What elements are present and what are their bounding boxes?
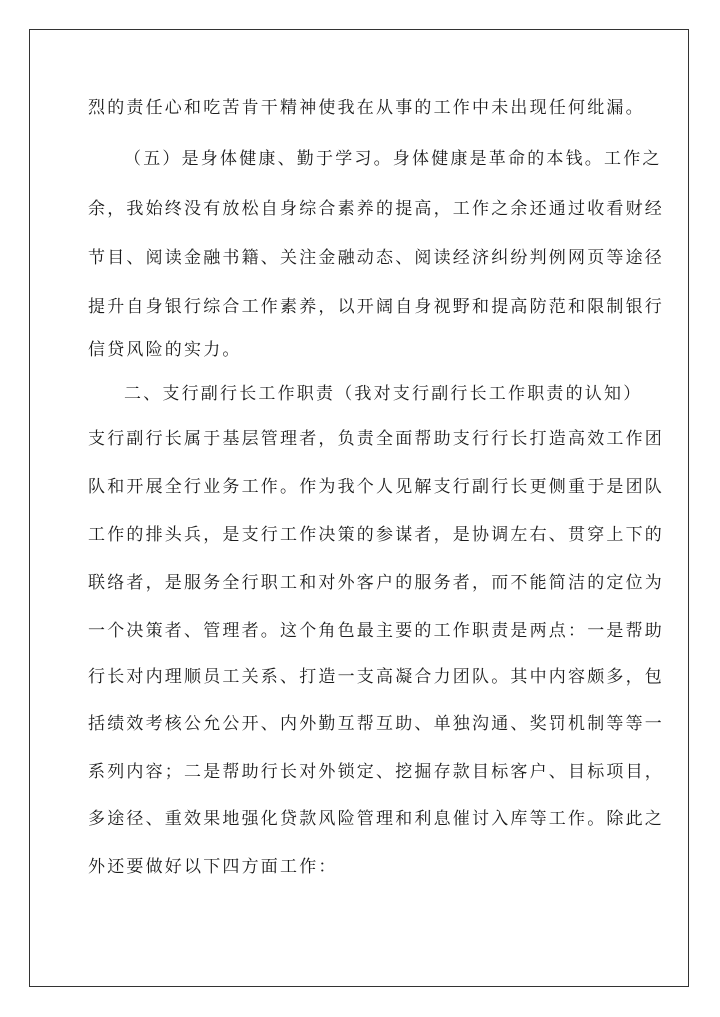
text-line: 信贷风险的实力。 xyxy=(88,340,242,360)
text-line: 提升自身银行综合工作素养，以开阔自身视野和提高防范和限制银行 xyxy=(88,297,664,317)
text-line: 括绩效考核公允公开、内外勤互帮互助、单独沟通、奖罚机制等等一 xyxy=(88,714,664,734)
text-line: 工作的排头兵，是支行工作决策的参谋者，是协调左右、贯穿上下的 xyxy=(88,525,664,545)
text-line: 多途径、重效果地强化贷款风险管理和利息催讨入库等工作。除此之 xyxy=(88,809,664,829)
text-line: 联络者，是服务全行职工和对外客户的服务者，而不能简洁的定位为 xyxy=(88,573,664,593)
text-line: 队和开展全行业务工作。作为我个人见解支行副行长更侧重于是团队 xyxy=(88,477,664,497)
text-line: 节目、阅读金融书籍、关注金融动态、阅读经济纠纷判例网页等途径 xyxy=(88,248,664,268)
text-line: 系列内容；二是帮助行长对外锁定、挖掘存款目标客户、目标项目， xyxy=(88,762,664,782)
section-heading: 二、支行副行长工作职责（我对支行副行长工作职责的认知） xyxy=(124,384,643,404)
text-line: 行长对内理顺员工关系、打造一支高凝合力团队。其中内容颇多，包 xyxy=(88,667,664,687)
text-line: 一个决策者、管理者。这个角色最主要的工作职责是两点：一是帮助 xyxy=(88,621,664,641)
text-line: 外还要做好以下四方面工作： xyxy=(88,857,338,877)
page-border xyxy=(29,29,689,987)
text-line: 烈的责任心和吃苦肯干精神使我在从事的工作中未出现任何纰漏。 xyxy=(88,98,645,118)
text-line: 余，我始终没有放松自身综合素养的提高，工作之余还通过收看财经 xyxy=(88,199,664,219)
text-line: 支行副行长属于基层管理者，负责全面帮助支行行长打造高效工作团 xyxy=(88,429,664,449)
text-line: （五）是身体健康、勤于学习。身体健康是革命的本钱。工作之 xyxy=(124,149,662,169)
